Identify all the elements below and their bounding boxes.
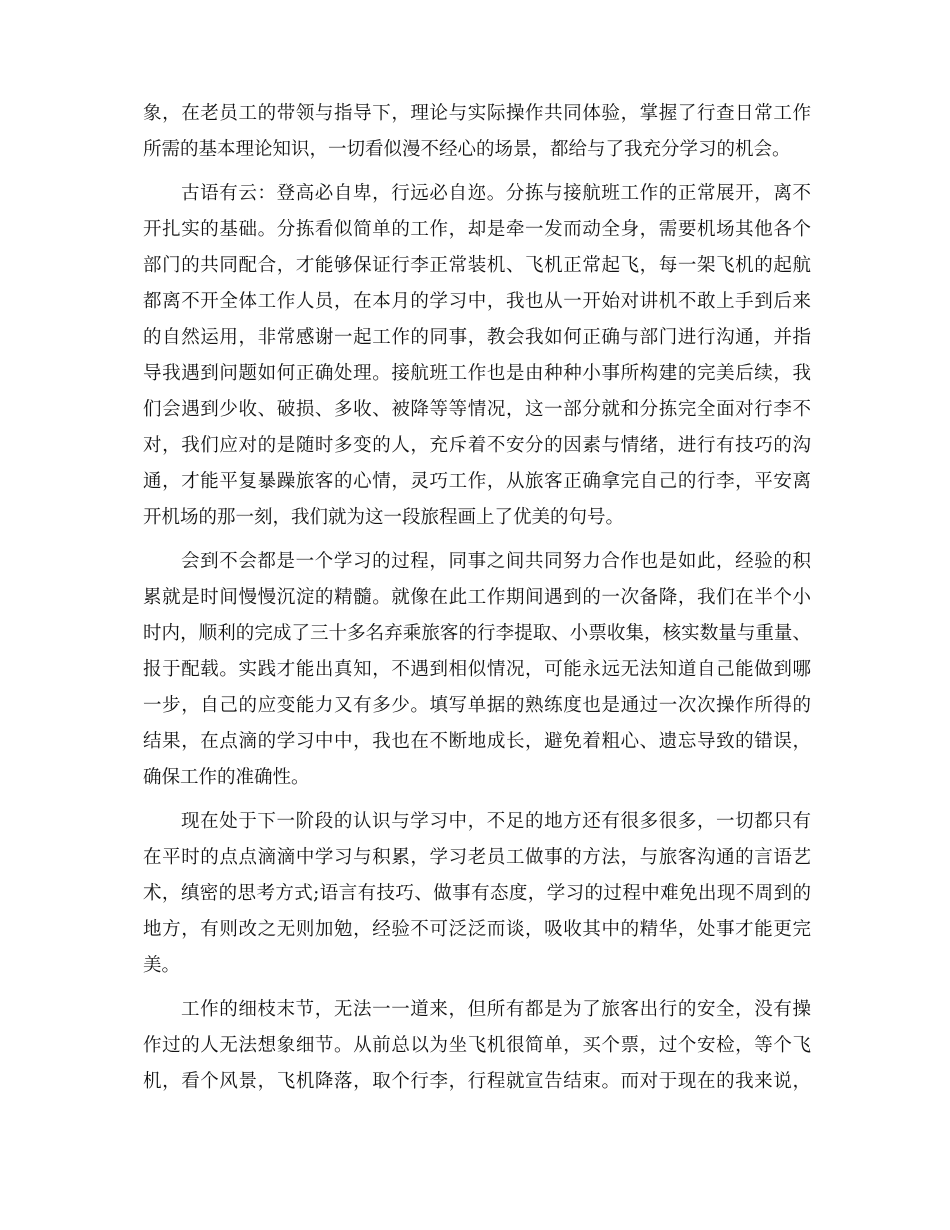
paragraph [143, 96, 811, 168]
text-line: 工作的细枝末节，无法一一道来，但所有都是为了旅客出行的安全，没有操 [181, 999, 811, 1020]
text-line: 古语有云：登高必自卑，行远必自迩。分拣与接航班工作的正常展开，离不 [181, 183, 811, 204]
paragraph [143, 992, 811, 1100]
text-line: 累就是时间慢慢沉淀的精髓。就像在此工作期间遇到的一次备降，我们在半个小 [143, 587, 811, 608]
text-line: 现在处于下一阶段的认识与学习中，不足的地方还有很多很多，一切都只有 [181, 811, 811, 832]
document-body [143, 96, 811, 1100]
text-line: 报于配载。实践才能出真知，不遇到相似情况，可能永远无法知道自己能做到哪 [143, 659, 811, 680]
paragraph [143, 544, 811, 796]
paragraph [143, 804, 811, 984]
text-line: 对，我们应对的是随时多变的人，充斥着不安分的因素与情绪，进行有技巧的沟 [143, 435, 811, 456]
text-line: 部门的共同配合，才能够保证行李正常装机、飞机正常起飞，每一架飞机的起航 [143, 255, 811, 276]
text-line: 确保工作的准确性。 [143, 767, 310, 788]
text-line: 会到不会都是一个学习的过程，同事之间共同努力合作也是如此，经验的积 [181, 551, 811, 572]
text-line: 所需的基本理论知识，一切看似漫不经心的场景，都给与了我充分学习的机会。 [143, 139, 791, 160]
text-line: 开机场的那一刻，我们就为这一段旅程画上了优美的句号。 [143, 507, 625, 528]
text-line: 美。 [143, 955, 181, 976]
text-line: 通，才能平复暴躁旅客的心情，灵巧工作，从旅客正确拿完自己的行李，平安离 [143, 471, 811, 492]
text-line: 一步，自己的应变能力又有多少。填写单据的熟练度也是通过一次次操作所得的 [143, 695, 811, 716]
text-line: 地方，有则改之无则加勉，经验不可泛泛而谈，吸收其中的精华，处事才能更完 [143, 919, 811, 940]
text-line: 术，缜密的思考方式;语言有技巧、做事有态度，学习的过程中难免出现不周到的 [143, 883, 811, 904]
text-line: 象，在老员工的带领与指导下，理论与实际操作共同体验，掌握了行查日常工作 [143, 103, 811, 124]
text-line: 的自然运用，非常感谢一起工作的同事，教会我如何正确与部门进行沟通，并指 [143, 327, 811, 348]
paragraph [143, 176, 811, 536]
text-line: 在平时的点点滴滴中学习与积累，学习老员工做事的方法，与旅客沟通的言语艺 [143, 847, 811, 868]
text-line: 开扎实的基础。分拣看似简单的工作，却是牵一发而动全身，需要机场其他各个 [143, 219, 811, 240]
text-line: 们会遇到少收、破损、多收、被降等等情况，这一部分就和分拣完全面对行李不 [143, 399, 811, 420]
text-line: 都离不开全体工作人员，在本月的学习中，我也从一开始对讲机不敢上手到后来 [143, 291, 811, 312]
text-line: 时内，顺利的完成了三十多名弃乘旅客的行李提取、小票收集，核实数量与重量、 [143, 623, 811, 644]
text-line: 机，看个风景，飞机降落，取个行李，行程就宣告结束。而对于现在的我来说， [143, 1071, 811, 1092]
text-line: 作过的人无法想象细节。从前总以为坐飞机很简单，买个票，过个安检，等个飞 [143, 1035, 811, 1056]
text-line: 导我遇到问题如何正确处理。接航班工作也是由种种小事所构建的完美后续，我 [143, 363, 811, 384]
text-line: 结果，在点滴的学习中中，我也在不断地成长，避免着粗心、遗忘导致的错误， [143, 731, 811, 752]
